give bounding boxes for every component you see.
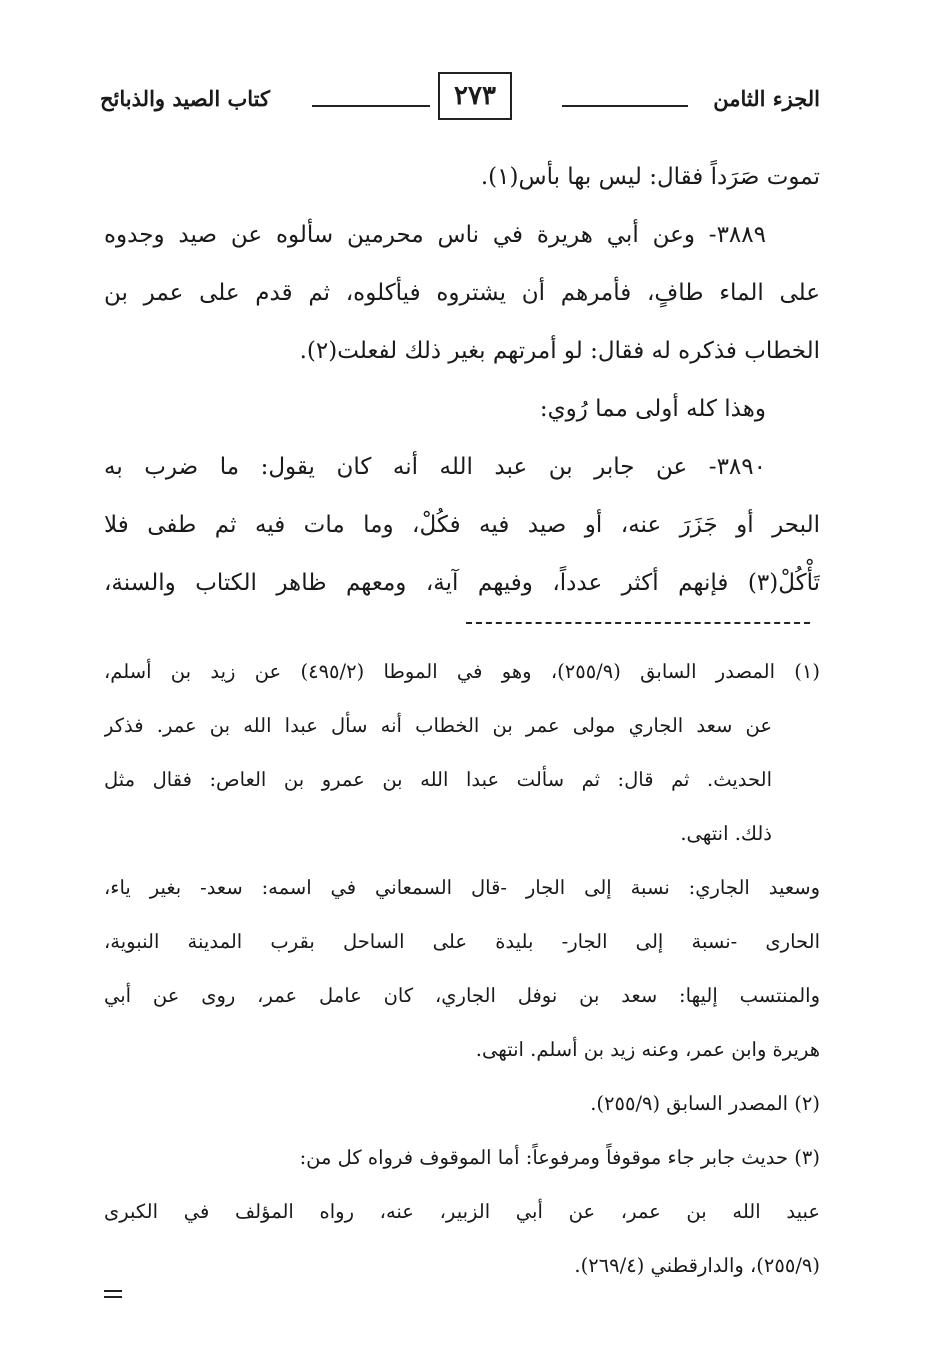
footnote-line: وسعيد الجاري: نسبة إلى الجار -قال السمعاني في اسمه: سعد- بغير ياء، bbox=[104, 876, 820, 899]
header-rule-right bbox=[562, 105, 688, 107]
footnote-line: الحارى -نسبة إلى الجار- بليدة على الساحل بقرب المدينة النبوية، bbox=[104, 930, 820, 953]
main-line: وهذا كله أولى مما رُوي: bbox=[539, 396, 766, 422]
page-header bbox=[100, 72, 820, 128]
footnote-line: (١) المصدر السابق (٢٥٥/٩)، وهو في الموطا (٤٩٥/٢) عن زيد بن أسلم، bbox=[104, 660, 820, 683]
footnote-line: (٢) المصدر السابق (٢٥٥/٩). bbox=[590, 1092, 820, 1115]
continuation-mark-bar bbox=[104, 1296, 122, 1298]
footnote-line: والمنتسب إليها: سعد بن نوفل الجاري، كان عامل عمر، روى عن أبي bbox=[104, 984, 820, 1007]
footnote-line: (٢٥٥/٩)، والدارقطني (٢٦٩/٤). bbox=[574, 1254, 820, 1277]
main-line: تموت صَرَداً فقال: ليس بها بأس(١). bbox=[480, 164, 820, 190]
continuation-mark bbox=[104, 1290, 122, 1302]
main-line: تَأْكُلْ(٣) فإنهم أكثر عدداً، وفيهم آية، ومعهم ظاهر الكتاب والسنة، bbox=[104, 570, 820, 596]
header-rule-left bbox=[312, 105, 430, 107]
continuation-mark-bar bbox=[104, 1290, 122, 1292]
main-line: على الماء طافٍ، فأمرهم أن يشتروه فيأكلوه، ثم قدم على عمر بن bbox=[104, 280, 820, 306]
footnote-line: الحديث. ثم قال: ثم سألت عبدا الله بن عمرو بن العاص: فقال مثل bbox=[104, 768, 772, 791]
footnote-line: عن سعد الجاري مولى عمر بن الخطاب أنه سأل عبدا الله بن عمر. فذكر bbox=[104, 714, 772, 737]
part-title: الجزء الثامن bbox=[713, 86, 820, 111]
main-line: الخطاب فذكره له فقال: لو أمرتهم بغير ذلك لفعلت(٢). bbox=[299, 338, 820, 364]
main-line: البحر أو جَزَرَ عنه، أو صيد فيه فكُلْ، وما مات فيه ثم طفى فلا bbox=[104, 512, 820, 538]
main-text bbox=[104, 148, 820, 612]
footnote-line: هريرة وابن عمر، وعنه زيد بن أسلم. انتهى. bbox=[475, 1038, 820, 1061]
footnote-line: (٣) حديث جابر جاء موقوفاً ومرفوعاً: أما الموقوف فرواه كل من: bbox=[299, 1146, 820, 1169]
footnote-line: عبيد الله بن عمر، عن أبي الزبير، عنه، رواه المؤلف في الكبرى bbox=[104, 1200, 820, 1223]
book-title: كتاب الصيد والذبائح bbox=[100, 86, 270, 111]
footnote-separator bbox=[466, 622, 810, 624]
main-line: ٣٨٩٠- عن جابر بن عبد الله أنه كان يقول: ما ضرب به bbox=[104, 454, 766, 480]
main-line: ٣٨٨٩- وعن أبي هريرة في ناس محرمين سألوه عن صيد وجدوه bbox=[104, 222, 766, 248]
page-number: ٢٧٣ bbox=[438, 72, 512, 120]
footnotes bbox=[104, 645, 820, 1293]
footnote-line: ذلك. انتهى. bbox=[680, 822, 772, 845]
